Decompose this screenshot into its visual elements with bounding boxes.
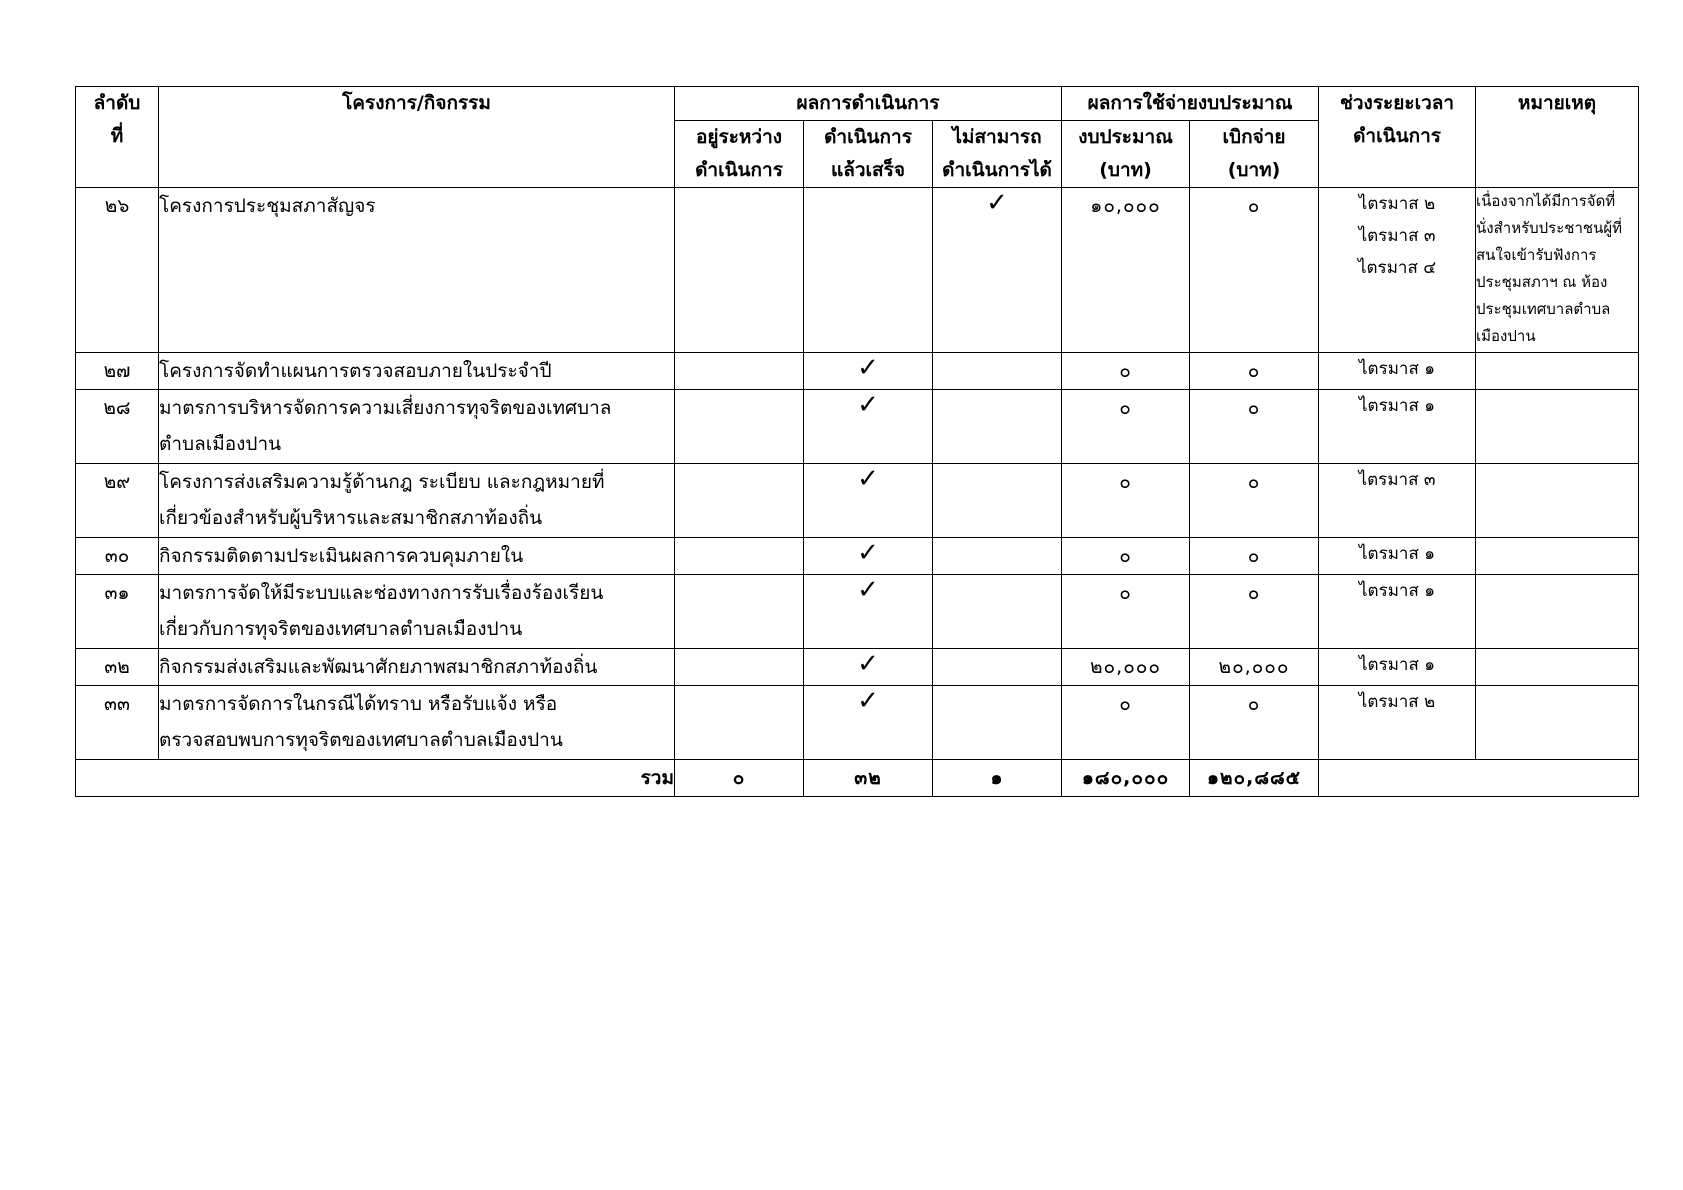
project-name	[159, 538, 675, 575]
header-no-line1: ลำดับ	[93, 92, 141, 114]
table-row	[76, 188, 1639, 353]
disbursed-cell: ๐	[1190, 390, 1319, 464]
total-not-possible: ๑	[933, 760, 1062, 797]
period-line: ไตรมาส ๑	[1359, 359, 1436, 379]
table-row	[76, 464, 1639, 538]
project-name	[159, 390, 675, 464]
in-progress-cell	[675, 353, 804, 390]
project-line: โครงการประชุมสภาสัญจร	[159, 195, 376, 217]
period-cell	[1319, 464, 1476, 538]
remarks-cell	[1476, 686, 1639, 760]
not-possible-cell	[933, 464, 1062, 538]
project-line: กิจกรรมติดตามประเมินผลการควบคุมภายใน	[159, 545, 524, 567]
period-cell	[1319, 538, 1476, 575]
header-budget-line1: งบประมาณ	[1078, 126, 1173, 148]
remark-line: ประชุมสภาฯ ณ ห้อง	[1476, 273, 1608, 291]
done-cell: ✓	[804, 390, 933, 464]
budget-cell: ๐	[1062, 390, 1190, 464]
header-performance: ผลการดำเนินการ	[675, 87, 1062, 121]
done-cell: ✓	[804, 686, 933, 760]
done-cell: ✓	[804, 649, 933, 686]
header-remarks: หมายเหตุ	[1476, 87, 1639, 188]
remark-line: เนื่องจากได้มีการจัดที่	[1476, 192, 1616, 210]
row-number: ๒๙	[76, 464, 159, 538]
project-line: โครงการจัดทำแผนการตรวจสอบภายในประจำปี	[159, 360, 552, 382]
row-number: ๓๒	[76, 649, 159, 686]
period-line: ไตรมาส ๑	[1359, 581, 1436, 601]
project-name	[159, 649, 675, 686]
table-row	[76, 649, 1639, 686]
remarks-cell	[1476, 464, 1639, 538]
header-in-progress-line1: อยู่ระหว่าง	[695, 126, 783, 148]
not-possible-cell	[933, 538, 1062, 575]
row-number: ๓๑	[76, 575, 159, 649]
period-line: ไตรมาส ๑	[1359, 396, 1436, 416]
project-line: มาตรการจัดการในกรณีได้ทราบ หรือรับแจ้ง หรือ	[159, 693, 558, 715]
total-label: รวม	[76, 760, 675, 797]
total-row	[76, 760, 1639, 797]
table-body	[76, 188, 1639, 797]
not-possible-cell	[933, 353, 1062, 390]
budget-cell: ๐	[1062, 464, 1190, 538]
row-number: ๓๓	[76, 686, 159, 760]
header-disbursed-line1: เบิกจ่าย	[1222, 126, 1286, 148]
header-no-line2: ที่	[110, 125, 124, 147]
in-progress-cell	[675, 575, 804, 649]
header-project: โครงการ/กิจกรรม	[159, 87, 675, 188]
budget-cell: ๐	[1062, 686, 1190, 760]
table-row	[76, 686, 1639, 760]
disbursed-cell: ๐	[1190, 575, 1319, 649]
row-number: ๒๘	[76, 390, 159, 464]
not-possible-cell	[933, 649, 1062, 686]
budget-cell: ๐	[1062, 575, 1190, 649]
in-progress-cell	[675, 538, 804, 575]
in-progress-cell	[675, 390, 804, 464]
header-disbursed-line2: (บาท)	[1227, 159, 1281, 181]
disbursed-cell: ๐	[1190, 686, 1319, 760]
disbursed-cell: ๐	[1190, 353, 1319, 390]
header-period-line1: ช่วงระยะเวลา	[1339, 92, 1455, 114]
project-line: มาตรการจัดให้มีระบบและช่องทางการรับเรื่องร้องเรียน	[159, 582, 604, 604]
not-possible-cell	[933, 686, 1062, 760]
total-in-progress: ๐	[675, 760, 804, 797]
budget-cell: ๐	[1062, 353, 1190, 390]
period-cell	[1319, 390, 1476, 464]
total-done: ๓๒	[804, 760, 933, 797]
done-cell: ✓	[804, 353, 933, 390]
disbursed-cell: ๐	[1190, 464, 1319, 538]
row-number: ๒๗	[76, 353, 159, 390]
project-line: ตำบลเมืองปาน	[159, 433, 282, 455]
not-possible-cell: ✓	[933, 188, 1062, 353]
budget-cell: ๑๐,๐๐๐	[1062, 188, 1190, 353]
disbursed-cell: ๐	[1190, 188, 1319, 353]
header-period	[1319, 87, 1476, 188]
performance-report-table	[75, 86, 1639, 797]
in-progress-cell	[675, 188, 804, 353]
project-line: กิจกรรมส่งเสริมและพัฒนาศักยภาพสมาชิกสภาท้องถิ่น	[159, 656, 598, 678]
remarks-cell	[1476, 649, 1639, 686]
remark-line: ประชุมเทศบาลตำบล	[1476, 300, 1611, 318]
remark-line: สนใจเข้ารับฟังการ	[1476, 246, 1597, 264]
table-row	[76, 353, 1639, 390]
project-line: โครงการส่งเสริมความรู้ด้านกฎ ระเบียบ และกฎหมายที่	[159, 471, 605, 493]
header-budget-usage: ผลการใช้จ่ายงบประมาณ	[1062, 87, 1319, 121]
header-period-line2: ดำเนินการ	[1353, 125, 1441, 147]
header-done	[804, 121, 933, 188]
period-line: ไตรมาส ๓	[1358, 226, 1436, 246]
table-row	[76, 575, 1639, 649]
row-number: ๒๖	[76, 188, 159, 353]
disbursed-cell: ๐	[1190, 538, 1319, 575]
header-in-progress-line2: ดำเนินการ	[695, 159, 783, 181]
period-line: ไตรมาส ๒	[1358, 194, 1436, 214]
remarks-cell	[1476, 538, 1639, 575]
not-possible-cell	[933, 390, 1062, 464]
done-cell: ✓	[804, 575, 933, 649]
project-name	[159, 686, 675, 760]
header-no	[76, 87, 159, 188]
period-line: ไตรมาส ๓	[1358, 470, 1436, 490]
total-disbursed: ๑๒๐,๘๘๕	[1190, 760, 1319, 797]
period-cell	[1319, 188, 1476, 353]
total-budget: ๑๘๐,๐๐๐	[1062, 760, 1190, 797]
done-cell: ✓	[804, 464, 933, 538]
remarks-cell	[1476, 575, 1639, 649]
period-line: ไตรมาส ๒	[1358, 692, 1436, 712]
period-line: ไตรมาส ๑	[1359, 655, 1436, 675]
project-name	[159, 188, 675, 353]
header-disbursed	[1190, 121, 1319, 188]
remark-line: นั่งสำหรับประชาชนผู้ที่	[1476, 219, 1623, 237]
project-line: เกี่ยวกับการทุจริตของเทศบาลตำบลเมืองปาน	[159, 618, 523, 640]
in-progress-cell	[675, 686, 804, 760]
period-cell	[1319, 649, 1476, 686]
period-cell	[1319, 353, 1476, 390]
remarks-cell	[1476, 390, 1639, 464]
project-name	[159, 353, 675, 390]
table-row	[76, 390, 1639, 464]
header-done-line2: แล้วเสร็จ	[831, 159, 905, 181]
period-cell	[1319, 686, 1476, 760]
table-row	[76, 538, 1639, 575]
project-name	[159, 464, 675, 538]
in-progress-cell	[675, 464, 804, 538]
budget-cell: ๐	[1062, 538, 1190, 575]
remarks-cell	[1476, 353, 1639, 390]
header-in-progress	[675, 121, 804, 188]
not-possible-cell	[933, 575, 1062, 649]
period-line: ไตรมาส ๑	[1359, 544, 1436, 564]
period-line: ไตรมาส ๔	[1357, 258, 1437, 278]
disbursed-cell: ๒๐,๐๐๐	[1190, 649, 1319, 686]
remarks-cell	[1476, 188, 1639, 353]
header-not-possible-line2: ดำเนินการได้	[942, 159, 1052, 181]
project-name	[159, 575, 675, 649]
project-line: เกี่ยวข้องสำหรับผู้บริหารและสมาชิกสภาท้องถิ่น	[159, 507, 543, 529]
header-done-line1: ดำเนินการ	[824, 126, 912, 148]
row-number: ๓๐	[76, 538, 159, 575]
project-line: มาตรการบริหารจัดการความเสี่ยงการทุจริตของเทศบาล	[159, 397, 612, 419]
project-line: ตรวจสอบพบการทุจริตของเทศบาลตำบลเมืองปาน	[159, 729, 563, 751]
total-empty-cell	[1319, 760, 1639, 797]
remark-line: เมืองปาน	[1476, 327, 1536, 345]
header-budget-line2: (บาท)	[1099, 159, 1152, 181]
in-progress-cell	[675, 649, 804, 686]
budget-cell: ๒๐,๐๐๐	[1062, 649, 1190, 686]
header-budget	[1062, 121, 1190, 188]
table-header	[76, 87, 1639, 188]
done-cell	[804, 188, 933, 353]
period-cell	[1319, 575, 1476, 649]
header-not-possible	[933, 121, 1062, 188]
header-not-possible-line1: ไม่สามารถ	[952, 126, 1042, 148]
done-cell: ✓	[804, 538, 933, 575]
